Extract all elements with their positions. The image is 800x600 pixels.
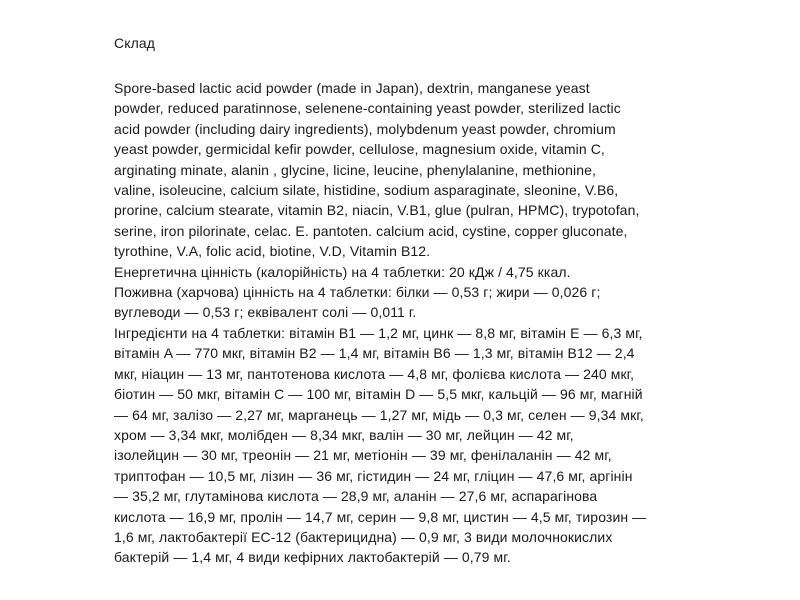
composition-text [114,78,694,568]
ingredients-english: Spore-based lactic acid powder (made in Japan), dextrin, manganese yeast powder, reduced paratinnose, selenene-containing yeast powder, sterilized lactic acid powder (including dairy ingredients), molybdenum yeast powder, chromium yeast powder, germicidal kefir powder, cellulose, magnesium oxide, vitamin C, arginating minate, alanin , glycine, licine, leucine, phenylalanine, methionine, valine, isoleucine, calcium silate, histidine, sodium asparaginate, sleonine, V.B6, prorine, calcium stearate, vitamin B2, niacin, V.B1, glue (pulran, HPMC), trypotofan, serine, iron pilorinate, celac. E. pantoten. calcium acid, cystine, copper gluconate, tyrothine, V.A, folic acid, biotine, V.D, Vitamin B12. [114,80,640,260]
section-title: Склад [114,35,156,51]
nutrition-value: Поживна (харчова) цінність на 4 таблетки: білки — 0,53 г; жири — 0,026 г; вуглеводи — 0,53 г; еквівалент солі — 0,011 г. [114,284,601,321]
ingredients-ukrainian: Інгредієнти на 4 таблетки: вітамін B1 — 1,2 мг, цинк — 8,8 мг, вітамін E — 6,3 мг, вітамін A — 770 мкг, вітамін B2 — 1,4 мг, вітамін B6 — 1,3 мг, вітамін B12 — 2,4 мкг, ніацин — 13 мг, пантотенова кислота — 4,8 мг, фолієва кислота — 240 мкг, біотин — 50 мкг, вітамін C — 100 мг, вітамін D — 5,5 мкг, кальцій — 96 мг, магній — 64 мг, залізо — 2,27 мг, марганець — 1,27 мг, мідь — 0,3 мг, селен — 9,34 мкг, хром — 3,34 мкг, молібден — 8,34 мкг, валін — 30 мг, лейцин — 42 мг, ізолейцин — 30 мг, треонін — 21 мг, метіонін — 39 мг, фенілаланін — 42 мг, триптофан — 10,5 мг, лізин — 36 мг, гістидин — 24 мг, гліцин — 47,6 мг, аргінін — 35,2 мг, глутамінова кислота — 28,9 мг, аланін — 27,6 мг, аспарагінова кислота — 16,9 мг, пролін — 14,7 мг, серин — 9,8 мг, цистин — 4,5 мг, тирозин — 1,6 мг, лактобактерії EC-12 (бактерицидна) — 0,9 мг, 3 види молочнокислих бактерій — 1,4 мг, 4 види кефірних лактобактерій — 0,79 мг. [114,324,647,566]
composition-section [114,33,694,568]
energy-value: Енергетична цінність (калорійність) на 4 таблетки: 20 кДж / 4,75 ккал. [114,263,571,280]
